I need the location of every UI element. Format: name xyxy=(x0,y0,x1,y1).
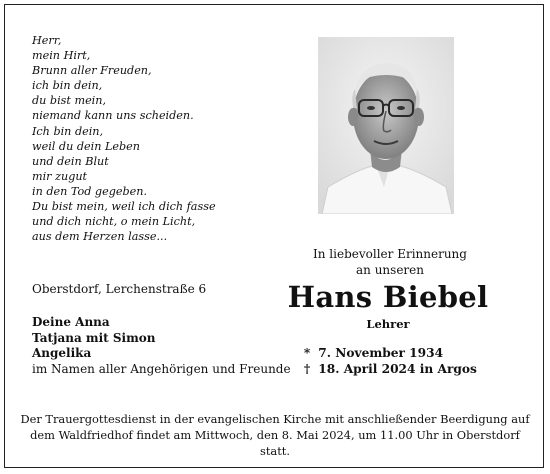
deceased-name: Hans Biebel xyxy=(287,280,489,314)
poem xyxy=(32,33,216,244)
poem-line: Ich bin dein, xyxy=(32,124,104,138)
poem-line: Brunn aller Freuden, xyxy=(32,64,152,78)
poem-line: Herr, xyxy=(32,34,62,47)
poem-line: niemand kann uns scheiden. xyxy=(32,109,194,123)
death-date-row xyxy=(300,361,477,377)
poem-line: aus dem Herzen lasse... xyxy=(32,230,168,244)
memorial-line-1: In liebevoller Erinnerung xyxy=(313,247,467,261)
birth-date: 7. November 1934 xyxy=(318,346,444,360)
poem-line: mir zugut xyxy=(32,169,88,183)
poem-line: und dich nicht, o mein Licht, xyxy=(32,215,196,229)
death-date: 18. April 2024 in Argos xyxy=(318,362,477,376)
deceased-occupation: Lehrer xyxy=(366,317,410,331)
poem-line: und dein Blut xyxy=(32,154,109,168)
death-cross-icon: † xyxy=(303,362,311,376)
mourner-line: Tatjana mit Simon xyxy=(32,330,156,345)
portrait-photo xyxy=(318,37,454,214)
poem-line: in den Tod gegeben. xyxy=(32,184,148,198)
poem-line: Du bist mein, weil ich dich fasse xyxy=(32,200,216,214)
poem-line: weil du dein Leben xyxy=(32,139,140,153)
memorial-caption xyxy=(290,246,490,278)
service-line-1: Der Trauergottesdienst in der evangelischen Kirche mit anschließender Beerdigung auf xyxy=(20,412,530,426)
mourner-line: Angelika xyxy=(32,346,92,360)
family-address: Oberstdorf, Lerchenstraße 6 xyxy=(32,282,207,296)
poem-line: mein Hirt, xyxy=(32,49,91,63)
birth-star-icon: * xyxy=(303,346,311,360)
life-dates xyxy=(300,345,477,377)
poem-line: du bist mein, xyxy=(32,94,107,108)
birth-date-row xyxy=(300,345,477,361)
funeral-service-notice xyxy=(20,411,530,459)
mourner-line: Deine Anna xyxy=(32,315,110,329)
mourner-line: im Namen aller Angehörigen und Freunde xyxy=(32,361,291,376)
memorial-line-2: an unseren xyxy=(356,263,424,277)
service-line-2: dem Waldfriedhof findet am Mittwoch, den 8. Mai 2024, um 11.00 Uhr in Oberstdorf statt. xyxy=(30,428,520,458)
mourners-list xyxy=(32,315,291,377)
poem-line: ich bin dein, xyxy=(32,79,103,93)
